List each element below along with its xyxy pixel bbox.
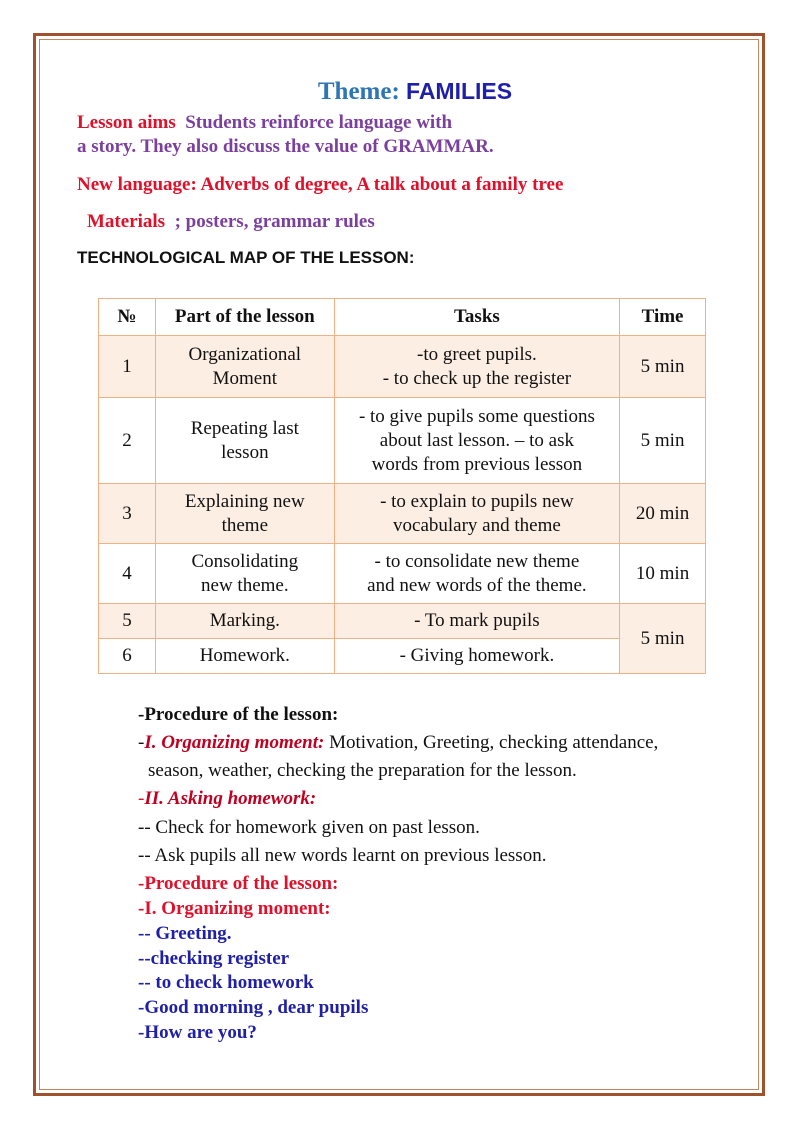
row-task: - To mark pupils	[334, 604, 619, 639]
check-hw-line: -- to check homework	[138, 972, 314, 993]
organizing-moment-line2: season, weather, checking the preparation for the lesson.	[148, 760, 577, 781]
row-task: - to consolidate new theme and new words of the theme.	[334, 544, 619, 604]
theme-label: Theme:	[317, 78, 400, 105]
lesson-aims-line1	[77, 112, 452, 134]
table-row	[99, 604, 706, 639]
row-time-merged: 5 min	[620, 604, 706, 674]
table-row	[99, 544, 706, 604]
how-are-you-line: -How are you?	[138, 1022, 257, 1043]
materials-line	[87, 211, 375, 233]
row-task: - to explain to pupils new vocabulary and theme	[334, 484, 619, 544]
row-task: - Giving homework.	[334, 639, 619, 674]
organizing-moment-label: I. Organizing moment:	[144, 732, 325, 753]
row-task: - to give pupils some questions about last lesson. – to ask words from previous lesson	[334, 398, 619, 484]
row-part: Organizational Moment	[155, 336, 334, 398]
row-time: 10 min	[620, 544, 706, 604]
row-part: Marking.	[155, 604, 334, 639]
row-number: 1	[99, 336, 156, 398]
table-row	[99, 639, 706, 674]
good-morning-line: -Good morning , dear pupils	[138, 997, 369, 1018]
row-time: 5 min	[620, 398, 706, 484]
row-part: Consolidating new theme.	[155, 544, 334, 604]
row-number: 2	[99, 398, 156, 484]
register-line: --checking register	[138, 948, 290, 969]
table-row	[99, 484, 706, 544]
procedure-heading-2: -Procedure of the lesson:	[138, 873, 339, 894]
header-number: №	[99, 299, 156, 336]
table-row	[99, 336, 706, 398]
header-part: Part of the lesson	[155, 299, 334, 336]
check-homework-line: -- Check for homework given on past lesson.	[138, 817, 480, 838]
row-number: 4	[99, 544, 156, 604]
row-task: -to greet pupils. - to check up the register	[334, 336, 619, 398]
materials-value: ; posters, grammar rules	[174, 211, 375, 232]
page-title	[0, 78, 800, 106]
theme-value: FAMILIES	[406, 78, 513, 104]
lesson-aims-line2: a story. They also discuss the value of GRAMMAR.	[77, 136, 494, 157]
row-part: Repeating last lesson	[155, 398, 334, 484]
header-tasks: Tasks	[334, 299, 619, 336]
row-part: Explaining new theme	[155, 484, 334, 544]
greeting-line: -- Greeting.	[138, 923, 232, 944]
lesson-aims-text1: Students reinforce language with	[185, 112, 453, 133]
lesson-aims-label: Lesson aims	[77, 112, 176, 133]
table-header-row	[99, 299, 706, 336]
new-language: New language: Adverbs of degree, A talk about a family tree	[77, 174, 564, 195]
procedure-heading: -Procedure of the lesson:	[138, 704, 339, 725]
table-row	[99, 398, 706, 484]
row-time: 5 min	[620, 336, 706, 398]
header-time: Time	[620, 299, 706, 336]
materials-label: Materials	[87, 211, 166, 232]
ask-words-line: -- Ask pupils all new words learnt on previous lesson.	[138, 845, 547, 866]
row-number: 6	[99, 639, 156, 674]
asking-homework-label: II. Asking homework:	[144, 788, 317, 809]
row-part: Homework.	[155, 639, 334, 674]
lesson-plan-table	[98, 298, 706, 674]
organizing-moment-2: -I. Organizing moment:	[138, 898, 331, 919]
technological-map-heading: TECHNOLOGICAL MAP OF THE LESSON:	[77, 248, 415, 267]
organizing-moment-line: -I. Organizing moment: Motivation, Greeting, checking attendance,	[138, 732, 659, 753]
row-number: 5	[99, 604, 156, 639]
row-number: 3	[99, 484, 156, 544]
row-time: 20 min	[620, 484, 706, 544]
asking-homework-line: -II. Asking homework:	[138, 788, 317, 809]
